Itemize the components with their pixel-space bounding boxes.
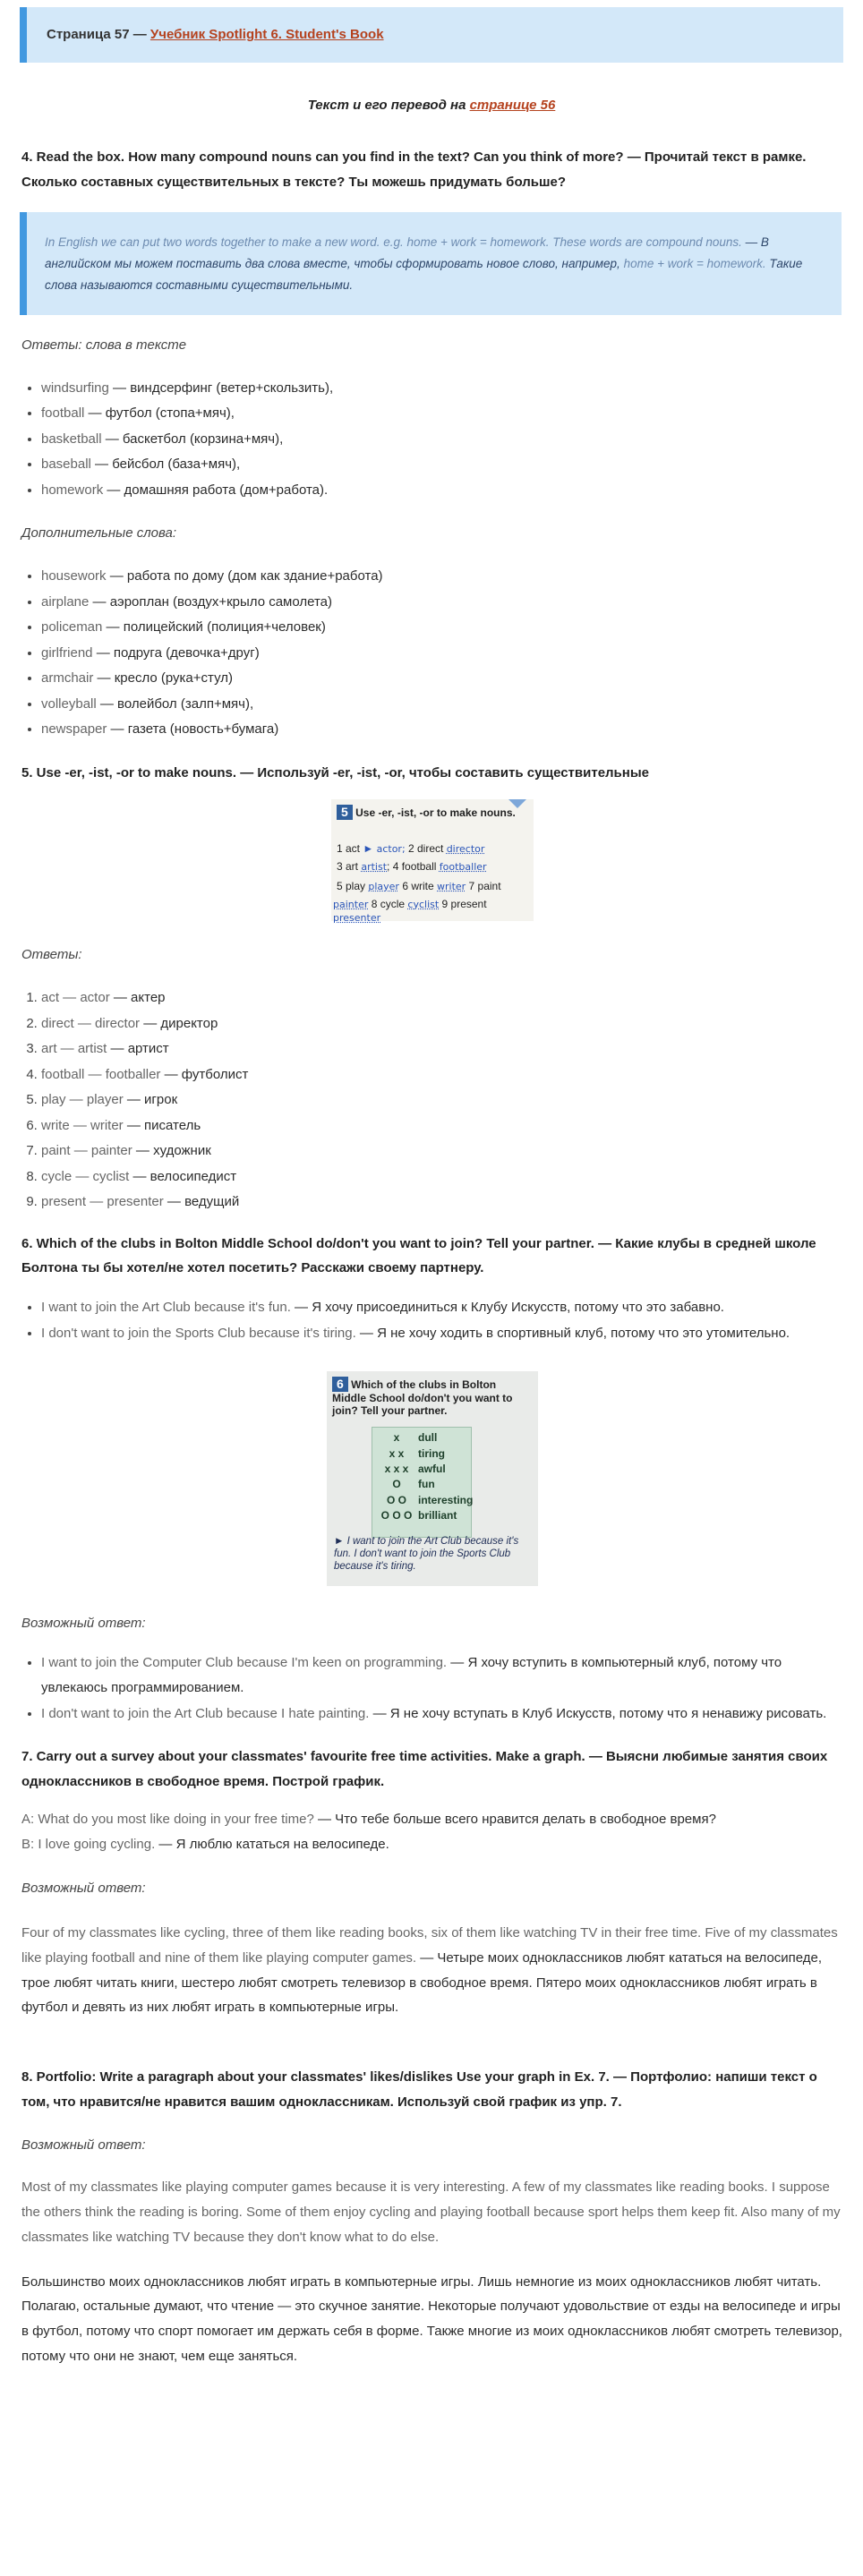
rating-word: awful xyxy=(418,1462,446,1475)
list-item xyxy=(41,641,843,667)
arrow-icon: ► xyxy=(363,842,374,856)
dialog-ru: — Что тебе больше всего нравится делать в свободное время? xyxy=(313,1811,716,1827)
ex5-item: 6 write xyxy=(402,880,434,893)
ex5-handwritten-answer: writer xyxy=(437,881,466,893)
ex4-extra-label: Дополнительные слова: xyxy=(21,525,177,542)
ex6-answers-list xyxy=(21,1651,843,1727)
answer-en: Four of my classmates like cycling, three of them like reading books, six of them like watching TV in their free time. Five of my classmates like playing football and nine of them like playing computer games. xyxy=(21,1925,838,1966)
ex4-answers-label: Ответы: слова в тексте xyxy=(21,337,187,354)
word-en: armchair xyxy=(41,670,94,687)
ex5-instruction-text: Use -er, -ist, -or to make nouns. xyxy=(355,806,516,820)
rating-symbol: x x xyxy=(389,1446,405,1460)
dialog-en: B: I love going cycling. xyxy=(21,1836,156,1852)
word-ru: — игрок xyxy=(123,1092,178,1108)
list-item xyxy=(41,615,843,641)
exercise-7-heading: 7. Carry out a survey about your classmates' favourite free time activities. Make a graph. — Выясни любимые занятия своих одноклассников в свободное время. Построй график. xyxy=(21,1749,828,1790)
rating-row xyxy=(375,1462,509,1477)
word-ru: — работа по дому (дом как здание+работа) xyxy=(106,568,383,584)
ex7-dialog-b xyxy=(21,1832,843,1857)
page-number-label: Страница 57 — xyxy=(47,27,147,43)
ex7-dialog-a xyxy=(21,1807,843,1832)
list-item xyxy=(41,1321,843,1347)
ex7-possible-label: Возможный ответ: xyxy=(21,1881,146,1897)
word-ru: — писатель xyxy=(123,1117,201,1133)
word-en: housework xyxy=(41,568,107,584)
rating-legend xyxy=(375,1430,509,1523)
ex5-image-row xyxy=(333,898,532,924)
ex5-handwritten-answer: player xyxy=(368,881,399,893)
sentence-en: I don't want to join the Art Club because I hate painting. xyxy=(41,1705,370,1721)
word-ru: — артист xyxy=(107,1041,169,1057)
list-item xyxy=(41,1088,843,1113)
list-item xyxy=(41,401,843,427)
ex7-answer xyxy=(21,1921,843,2020)
corner-marker-icon xyxy=(508,799,526,808)
sentence-en: I want to join the Art Club because it's fun. xyxy=(41,1300,295,1316)
exercise-number-badge: 5 xyxy=(337,805,353,820)
list-item xyxy=(41,1036,843,1062)
word-ru: — виндсерфинг (ветер+скользить), xyxy=(108,380,334,396)
rating-word: dull xyxy=(418,1431,438,1445)
ex5-answers-list xyxy=(21,985,843,1215)
rating-row xyxy=(375,1430,509,1446)
word-en: art — artist xyxy=(41,1041,107,1057)
rating-word: brilliant xyxy=(418,1509,457,1523)
sentence-ru: — Я хочу присоединиться к Клубу Искусств, потому что это забавно. xyxy=(295,1300,724,1316)
ex5-handwritten-answer: presenter xyxy=(333,911,381,924)
breadcrumb-box xyxy=(20,7,843,63)
word-ru: — волейбол (залп+мяч), xyxy=(96,695,254,712)
rule-box-en: In English we can put two words together to make a new word. e.g. home + work = homework. These words are compound nouns. xyxy=(45,235,742,250)
word-ru: — футбол (стопа+мяч), xyxy=(84,405,235,422)
list-item xyxy=(41,1139,843,1164)
ex5-image-instruction xyxy=(337,805,525,820)
ex5-handwritten-answer: artist xyxy=(361,861,388,874)
list-item xyxy=(41,1113,843,1139)
ex5-handwritten-answer: painter xyxy=(333,899,369,911)
word-en: policeman xyxy=(41,619,103,635)
list-item xyxy=(41,590,843,616)
rating-word: interesting xyxy=(418,1493,474,1506)
main-content xyxy=(0,145,863,2369)
ex4-answers-list xyxy=(21,376,843,504)
list-item xyxy=(41,427,843,453)
word-en: write — writer xyxy=(41,1117,124,1133)
ex5-image-row xyxy=(337,880,528,892)
dialog-ru: — Я люблю кататься на велосипеде. xyxy=(155,1836,389,1852)
ex6-image-example: ► I want to join the Art Club because it's fun. I don't want to join the Sports Club because it's tiring. xyxy=(334,1536,519,1572)
word-en: direct — director xyxy=(41,1015,141,1031)
list-item xyxy=(41,692,843,718)
word-ru: — футболист xyxy=(160,1066,249,1082)
word-en: play — player xyxy=(41,1092,124,1108)
sentence-en: I want to join the Computer Club because I'm keen on programming. xyxy=(41,1654,448,1670)
ex5-item: 9 present xyxy=(441,898,487,911)
ex5-item: 1 act xyxy=(337,842,361,856)
ex8-answer-ru: Большинство моих одноклассников любят играть в компьютерные игры. Лишь немногие из моих одноклассников любят читать. Полагаю, остальные думают, что чтение — это скучное занятие. Некоторые получают удовольствие от езды на велосипеде и игры в футбол, потому что спорт помогает им держать себя в форме. Также многие из моих одноклассников любят смотреть телевизор, потому что они не знают, чем еще заняться. xyxy=(21,2273,842,2364)
rating-symbol: O O O xyxy=(380,1509,413,1523)
exercise-8-heading: 8. Portfolio: Write a paragraph about your classmates' likes/dislikes Use your graph in Ex. 7. — Портфолио: напиши текст о том, что нравится/не нравится вашим одноклассникам. Используй свой график из упр. 7. xyxy=(21,2069,817,2110)
word-ru: — домашняя работа (дом+работа). xyxy=(103,482,329,498)
ex5-item: 5 play xyxy=(337,880,366,893)
word-en: volleyball xyxy=(41,695,97,712)
word-ru: — художник xyxy=(132,1143,211,1159)
word-ru: — ведущий xyxy=(163,1194,240,1210)
word-ru: — газета (новость+бумага) xyxy=(107,721,279,738)
exercise-6-heading: 6. Which of the clubs in Bolton Middle School do/don't you want to join? Tell your partner. — Какие клубы в средней школе Болтона ты бы хотел/не хотел посетить? Расскажи своему партнеру. xyxy=(21,1235,816,1276)
list-item xyxy=(41,376,843,402)
word-ru: — актер xyxy=(109,990,166,1006)
word-en: football xyxy=(41,405,85,422)
page-56-link[interactable]: странице 56 xyxy=(469,98,556,113)
ex5-item: ; 4 football xyxy=(387,860,437,874)
word-en: newspaper xyxy=(41,721,107,738)
ex6-image-instruction xyxy=(332,1377,531,1418)
word-en: cycle — cyclist xyxy=(41,1168,130,1184)
rating-word: fun xyxy=(418,1478,435,1491)
word-ru: — подруга (девочка+друг) xyxy=(92,644,260,661)
word-en: homework xyxy=(41,482,104,498)
ex8-answer-en: Most of my classmates like playing computer games because it is very interesting. A few of my classmates like reading books. I suppose the others think the reading is boring. Some of them enjoy cycling and playing football because sport helps them keep fit. Also many of my classmates like watching TV because they don't know what to do else. xyxy=(21,2179,841,2245)
word-en: baseball xyxy=(41,456,91,473)
sentence-ru: — Я хочу вступить в компьютерный клуб, потому что увлекаюсь программированием. xyxy=(41,1654,782,1696)
word-ru: — велосипедист xyxy=(129,1168,237,1184)
rating-symbol: O O xyxy=(386,1493,406,1506)
list-item xyxy=(41,985,843,1011)
list-item xyxy=(41,452,843,478)
sentence-en: I don't want to join the Sports Club because it's tiring. xyxy=(41,1325,356,1341)
list-item xyxy=(41,717,843,743)
word-ru: — баскетбол (корзина+мяч), xyxy=(101,431,284,447)
ex6-possible-label: Возможный ответ: xyxy=(21,1616,146,1632)
ex5-item: 3 art xyxy=(337,860,359,874)
ex8-possible-label: Возможный ответ: xyxy=(21,2137,146,2153)
word-ru: — аэроплан (воздух+крыло самолета) xyxy=(89,593,333,610)
word-en: present — presenter xyxy=(41,1194,164,1210)
rule-box-example: home + work = homework. xyxy=(623,256,766,270)
ex5-handwritten-answer: footballer xyxy=(439,861,487,874)
rule-box-ru-end: Такие слова называются составными существительными. xyxy=(45,256,803,292)
rating-row xyxy=(375,1446,509,1462)
ex5-handwritten-answer: actor; xyxy=(376,843,406,856)
ex4-extra-list xyxy=(21,564,843,743)
rating-row xyxy=(375,1493,509,1508)
list-item xyxy=(41,1651,843,1702)
list-item xyxy=(41,1295,843,1321)
word-ru: — полицейский (полиция+человек) xyxy=(102,619,326,635)
dialog-en: A: What do you most like doing in your free time? xyxy=(21,1811,314,1827)
exercise-number-badge: 6 xyxy=(332,1377,348,1392)
list-item xyxy=(41,1702,843,1727)
rating-symbol: x x x xyxy=(384,1462,409,1475)
word-ru: — кресло (рука+стул) xyxy=(93,670,233,687)
word-en: paint — painter xyxy=(41,1143,132,1159)
list-item xyxy=(41,1190,843,1215)
exercise-5-textbook-image xyxy=(331,799,534,924)
word-en: basketball xyxy=(41,431,102,447)
exercise-4-heading: 4. Read the box. How many compound nouns can you find in the text? Can you think of more? — Прочитай текст в рамке. Сколько составных существительных в тексте? Ты можешь придумать больше? xyxy=(21,149,807,190)
exercise-6-textbook-image xyxy=(327,1371,538,1586)
ex6-examples-list xyxy=(21,1295,843,1346)
word-en: act — actor xyxy=(41,990,110,1006)
rating-symbol: x xyxy=(393,1431,400,1445)
word-en: airplane xyxy=(41,593,90,610)
word-ru: — бейсбол (база+мяч), xyxy=(90,456,241,473)
word-en: football — footballer xyxy=(41,1066,161,1082)
rating-row xyxy=(375,1477,509,1492)
list-item xyxy=(41,1164,843,1190)
rating-row xyxy=(375,1508,509,1523)
page-subtitle xyxy=(0,93,863,118)
ex5-item: 2 direct xyxy=(408,842,444,856)
rating-word: tiring xyxy=(418,1446,445,1460)
word-ru: — директор xyxy=(140,1015,218,1031)
rating-symbol: O xyxy=(392,1478,401,1491)
answer-ru: — Четыре моих одноклассников любят кататься на велосипеде, трое любят читать книги, шестеро любят смотреть телевизор в свободное время. Пятеро моих одноклассников любят играть в футбол и девять из них любят играть в компьютерные игры. xyxy=(21,1949,823,2016)
list-item xyxy=(41,1011,843,1037)
list-item xyxy=(41,1062,843,1088)
word-en: windsurfing xyxy=(41,380,109,396)
ex5-item: 8 cycle xyxy=(371,898,406,911)
ex5-image-row xyxy=(337,842,528,855)
ex5-answers-label: Ответы: xyxy=(21,947,82,963)
ex5-handwritten-answer: cyclist xyxy=(407,899,440,911)
list-item xyxy=(41,478,843,504)
sentence-ru: — Я не хочу ходить в спортивный клуб, потому что это утомительно. xyxy=(355,1325,790,1341)
exercise-5-heading: 5. Use -er, -ist, -or to make nouns. — Используй -er, -ist, -or, чтобы составить существительные xyxy=(21,764,649,780)
ex5-image-row xyxy=(337,860,528,873)
list-item xyxy=(41,564,843,590)
subtitle-text: Текст и его перевод на xyxy=(307,98,470,113)
ex6-instruction-text: Which of the clubs in Bolton Middle School do/don't you want to join? Tell your partner. xyxy=(332,1378,513,1418)
rule-box-ru: — В английском мы можем поставить два слова вместе, чтобы сформировать новое слово, например, xyxy=(45,235,769,270)
textbook-link[interactable]: Учебник Spotlight 6. Student's Book xyxy=(150,27,384,43)
ex5-handwritten-answer: director xyxy=(446,843,485,856)
list-item xyxy=(41,666,843,692)
ex5-item: 7 paint xyxy=(468,880,501,893)
rule-box xyxy=(20,212,842,315)
sentence-ru: — Я не хочу вступать в Клуб Искусств, потому что я ненавижу рисовать. xyxy=(369,1705,827,1721)
word-en: girlfriend xyxy=(41,644,93,661)
